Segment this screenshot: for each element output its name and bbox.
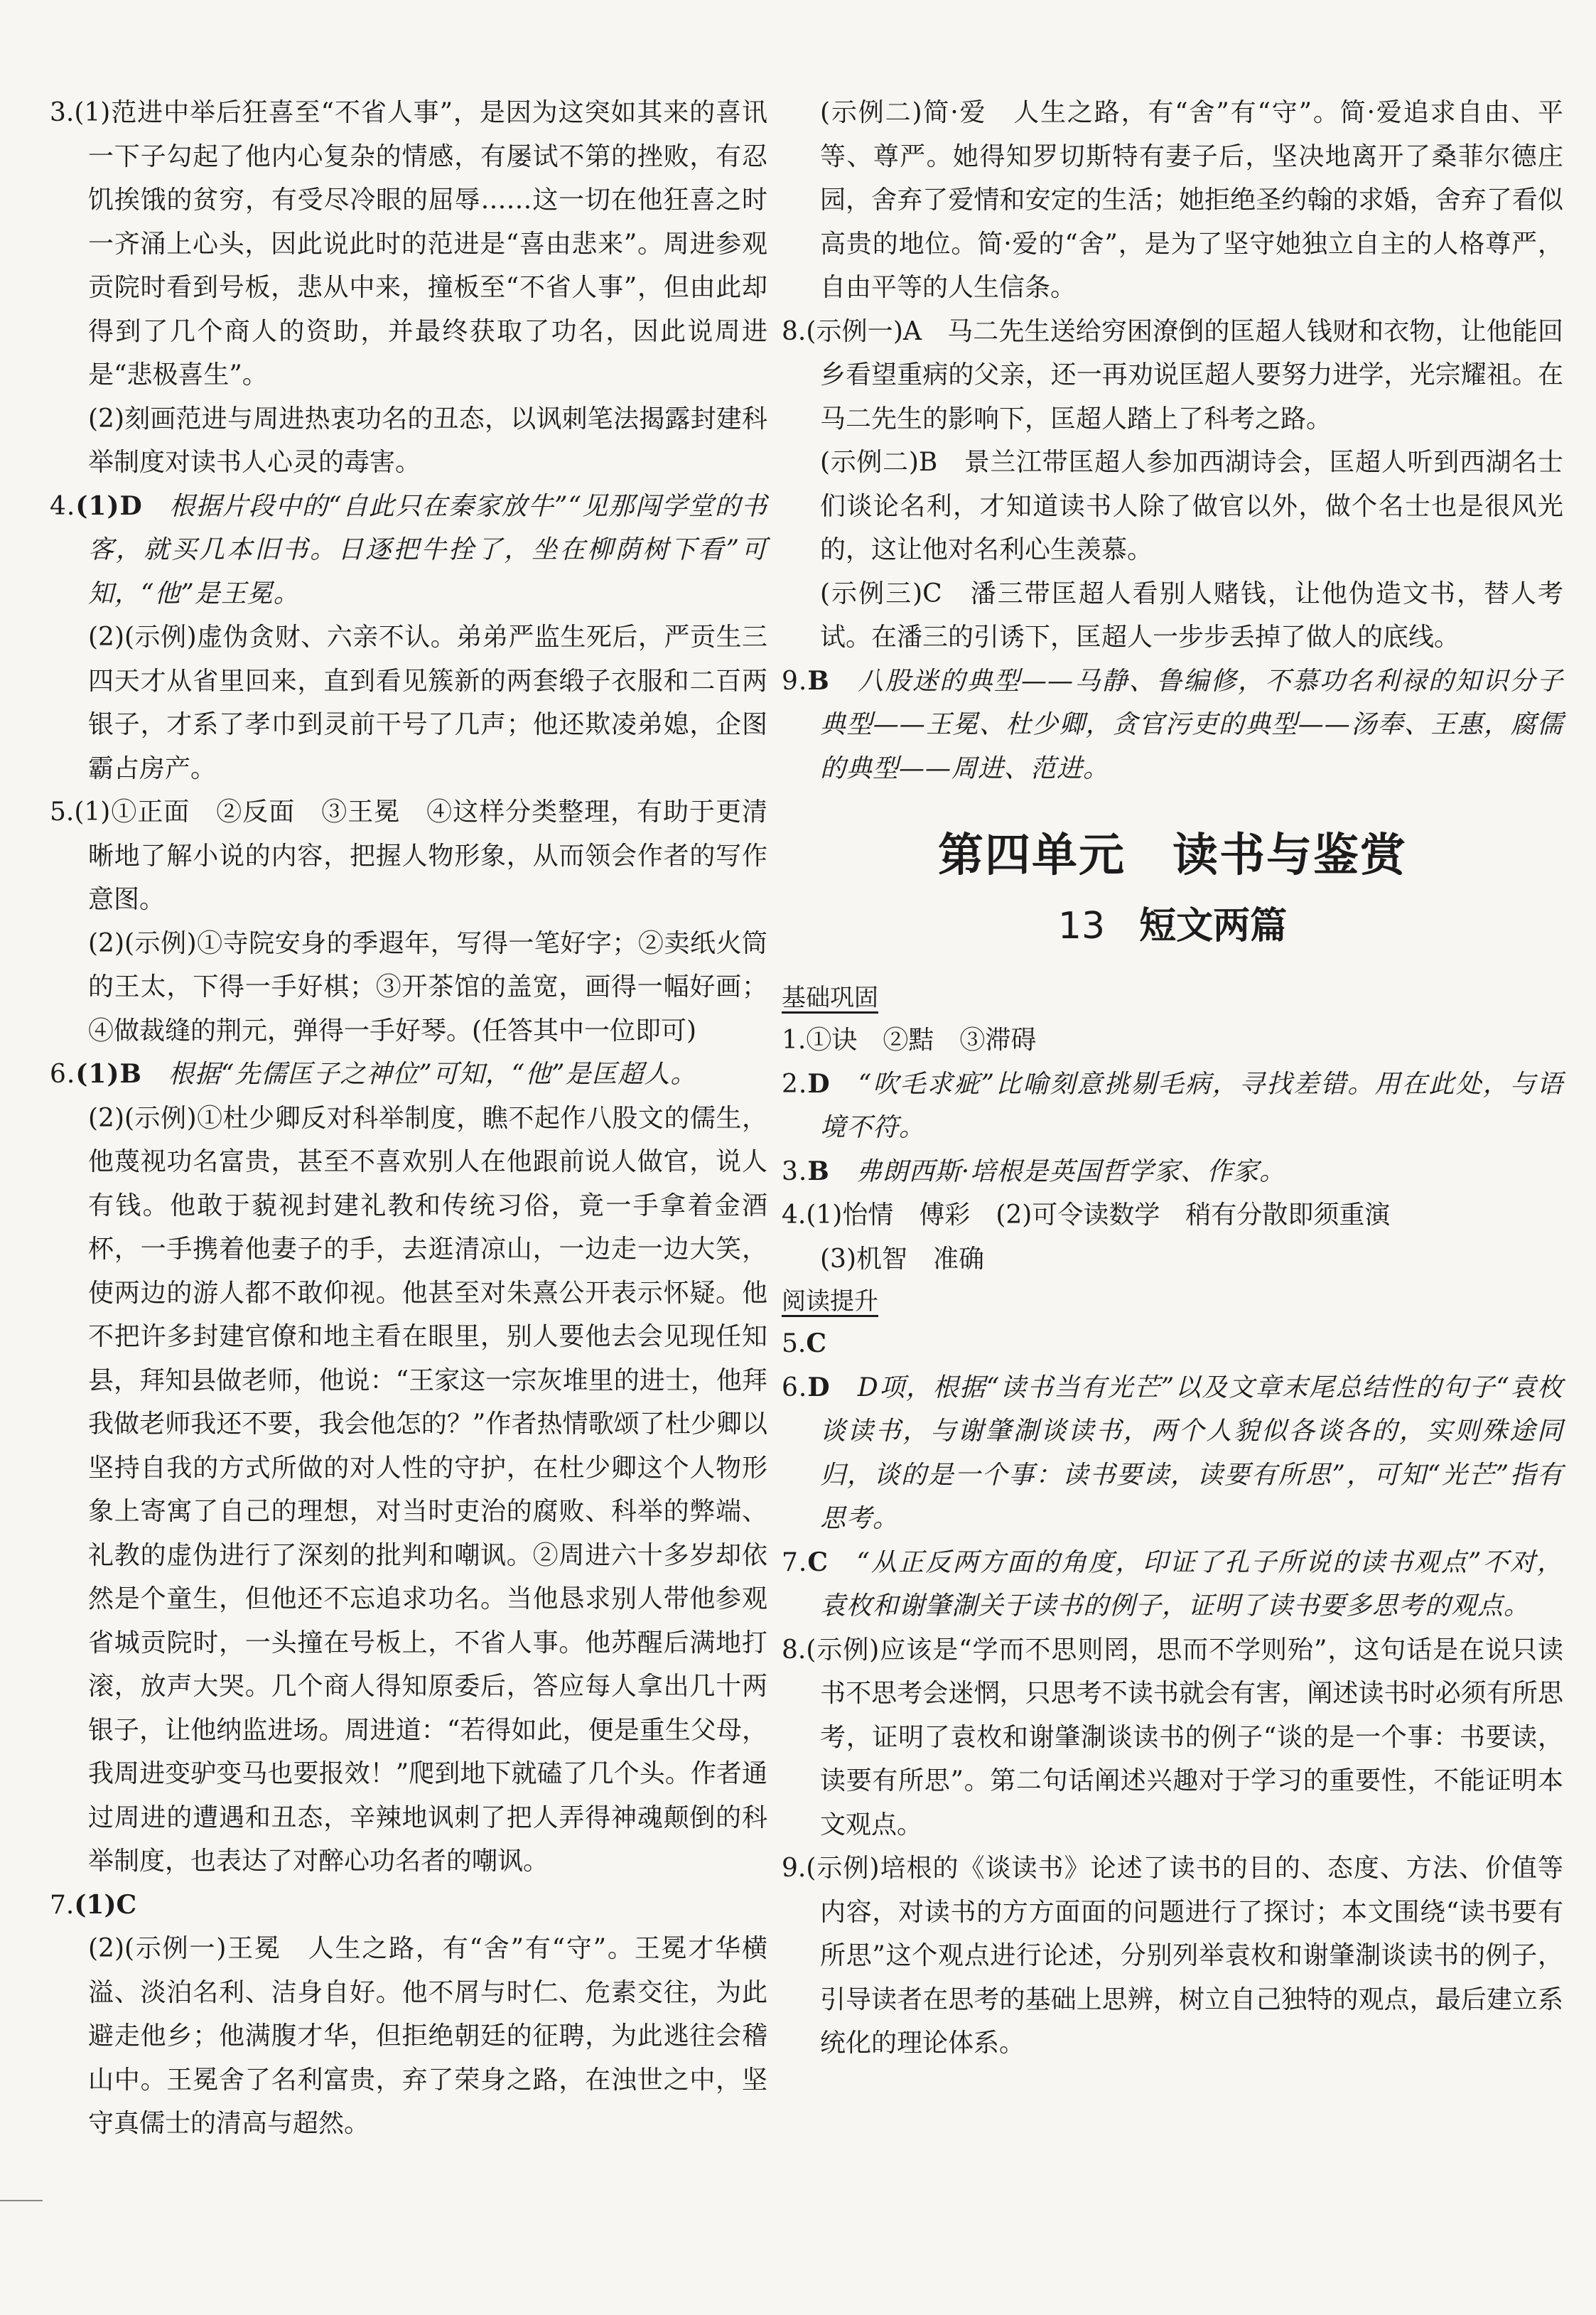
answer-paragraph xyxy=(782,91,1563,310)
answer-choice: C xyxy=(806,1328,827,1358)
answer-paragraph xyxy=(782,1237,1563,1282)
question-number: 6. xyxy=(782,1373,808,1402)
answer-paragraph xyxy=(50,1097,767,1884)
right-mid-answers xyxy=(782,1019,1563,1281)
answer-text: (示例三)C 潘三带匡超人看别人赌钱，让他伪造文书，替人考试。在潘三的引诱下，匡超人一步步丢掉了做人的底线。 xyxy=(820,579,1563,652)
answer-paragraph xyxy=(782,441,1563,572)
answer-text: (示例)培根的《谈读书》论述了读书的目的、态度、方法、价值等内容，对读书的方方面面的问题进行了探讨；本文围绕“读书要有所思”这个观点进行论述，分别列举袁枚和谢肇淛谈读书的例子，引导读者在思考的基础上思辨，树立自己独特的观点，最后建立系统化的理论体系。 xyxy=(806,1854,1563,2058)
answer-paragraph xyxy=(782,1063,1563,1150)
answer-choice: (1)B xyxy=(75,1059,142,1089)
question-number: 3. xyxy=(50,98,75,127)
question-number: 2. xyxy=(782,1069,808,1099)
lesson-name: 短文两篇 xyxy=(1139,905,1288,947)
answer-text: (示例)应该是“学而不思则罔，思而不学则殆”，这句话是在说只读书不思考会迷惘，只思考不读书就会有害，阐述读书时必须有所思考，证明了袁枚和谢肇淛谈读书的例子“谈的是一个事：书要读，读要有所思”。第二句话阐述兴趣对于学习的重要性，不能证明本文观点。 xyxy=(806,1635,1563,1839)
answer-choice: B xyxy=(807,1156,830,1186)
answer-text: (2)(示例)①寺院安身的季遐年，写得一笔好字；②卖纸火筒的王太，下得一手好棋；③开茶馆的盖宽，画得一幅好画；④做裁缝的荆元，弹得一手好琴。(任答其中一位即可) xyxy=(88,928,767,1046)
answer-choice: D xyxy=(807,1372,831,1402)
answer-text: 根据片段中的“自此只在秦家放牛”“见那闯学堂的书客，就买几本旧书。日逐把牛拴了，坐在柳荫树下看”可知，“他”是王冕。 xyxy=(88,491,767,608)
answer-text: (1)怡情 傅彩 (2)可令读数学 稍有分散即须重演 xyxy=(806,1201,1391,1230)
question-number: 4. xyxy=(782,1201,807,1230)
answer-choice: D xyxy=(807,1068,831,1099)
answer-text: (1)①正面 ②反面 ③王冕 ④这样分类整理，有助于更清晰地了解小说的内容，把握人物形象，从而领会作者的写作意图。 xyxy=(74,797,767,914)
answer-text: ①诀 ②黠 ③滞碍 xyxy=(806,1026,1037,1055)
section-heading-basic: 基础巩固 xyxy=(782,984,878,1012)
answer-paragraph xyxy=(782,1541,1563,1628)
answer-text: (2)(示例一)王冕 人生之路，有“舍”有“守”。王冕才华横溢、淡泊名利、洁身自好。他不屑与时仁、危素交往，为此避走他乡；他满腹才华，但拒绝朝廷的征聘，为此逃往会稽山中。王冕舍了名利富贵，弃了荣身之路，在浊世之中，坚守真儒士的清高与超然。 xyxy=(88,1934,767,2138)
answer-paragraph xyxy=(782,1366,1563,1541)
section-heading-reading: 阅读提升 xyxy=(782,1287,878,1316)
answer-text: (2)刻画范进与周进热衷功名的丑态，以讽刺笔法揭露封建科举制度对读书人心灵的毒害。 xyxy=(88,404,767,477)
question-number: 9. xyxy=(782,666,808,696)
lesson-number: 13 xyxy=(1057,905,1106,947)
answer-paragraph xyxy=(782,1019,1563,1063)
left-column xyxy=(50,91,767,2146)
question-number: 3. xyxy=(782,1156,808,1186)
question-number: 8. xyxy=(782,316,807,346)
answer-text: (示例一)A 马二先生送给穷困潦倒的匡超人钱财和衣物，让他能回乡看望重病的父亲，还一再劝说匡超人要努力进学，光宗耀祖。在马二先生的影响下，匡超人踏上了科考之路。 xyxy=(806,316,1563,434)
unit-title: 第四单元 读书与鉴赏 xyxy=(938,829,1407,882)
question-number: 5. xyxy=(782,1329,807,1358)
answer-paragraph xyxy=(782,1193,1563,1237)
answer-paragraph xyxy=(50,1884,767,1928)
answer-paragraph xyxy=(782,1628,1563,1847)
left-answers xyxy=(50,91,767,2146)
answer-text: (1)范进中举后狂喜至“不省人事”，是因为这突如其来的喜讯一下子勾起了他内心复杂的情感，有屡试不第的挫败，有忍饥挨饿的贫穷，有受尽冷眼的屈辱……这一切在他狂喜之时一齐涌上心头，因此说此时的范进是“喜由悲来”。周进参观贡院时看到号板，悲从中来，撞板至“不省人事”，但由此却得到了几个商人的资助，并最终获取了功名，因此说周进是“悲极喜生”。 xyxy=(74,98,767,390)
answer-paragraph xyxy=(50,397,767,485)
answer-paragraph xyxy=(50,91,767,397)
answer-text: “从正反两方面的角度，印证了孔子所说的读书观点”不对，袁枚和谢肇淛关于读书的例子，证明了读书要多思考的观点。 xyxy=(820,1547,1563,1621)
footer-rule xyxy=(0,2200,43,2201)
right-column xyxy=(782,91,1563,2066)
answer-text: (示例二)简·爱 人生之路，有“舍”有“守”。简·爱追求自由、平等、尊严。她得知罗切斯特有妻子后，坚决地离开了桑菲尔德庄园，舍弃了爱情和安定的生活；她拒绝圣约翰的求婚，舍弃了看似高贵的地位。简·爱的“舍”，是为了坚守她独立自主的人格尊严，自由平等的人生信条。 xyxy=(820,98,1563,302)
question-number: 1. xyxy=(782,1026,807,1055)
answer-text: 根据“先儒匡子之神位”可知，“他”是匡超人。 xyxy=(141,1060,697,1089)
answer-text: (示例二)B 景兰江带匡超人参加西湖诗会，匡超人听到西湖名士们谈论名利，才知道读书人除了做官以外，做个名士也是很风光的，这让他对名利心生羡慕。 xyxy=(820,448,1563,564)
answer-text: (3)机智 准确 xyxy=(820,1244,984,1274)
lesson-title xyxy=(782,896,1563,949)
answer-paragraph xyxy=(782,1322,1563,1366)
answer-paragraph xyxy=(782,572,1563,660)
question-number: 6. xyxy=(50,1060,76,1089)
answer-text: (2)(示例)①杜少卿反对科举制度，瞧不起作八股文的儒生，他蔑视功名富贵，甚至不喜欢别人在他跟前说人做官，说人有钱。他敢于藐视封建礼教和传统习俗，竟一手拿着金酒杯，一手携着他妻子的手，去逛清凉山，一边走一边大笑，使两边的游人都不敢仰视。他甚至对朱熹公开表示怀疑。他不把许多封建官僚和地主看在眼里，别人要他去会见现任知县，拜知县做老师，他说：“王家这一宗灰堆里的进士，他拜我做老师我还不要，我会他怎的？”作者热情歌颂了杜少卿以坚持自我的方式所做的对人性的守护，在杜少卿这个人物形象上寄寓了自己的理想，对当时吏治的腐败、科举的弊端、礼教的虚伪进行了深刻的批判和嘲讽。②周进六十多岁却依然是个童生，但他还不忘追求功名。当他恳求别人带他参观省城贡院时，一头撞在号板上，不省人事。他苏醒后满地打滚，放声大哭。几个商人得知原委后，答应每人拿出几十两银子，让他纳监进场。周进道：“若得如此，便是重生父母，我周进变驴变马也要报效！”爬到地下就磕了几个头。作者通过周进的遭遇和丑态，辛辣地讽刺了把人弄得神魂颠倒的科举制度，也表达了对醉心功名者的嘲讽。 xyxy=(88,1103,767,1876)
answer-paragraph xyxy=(50,1053,767,1097)
answer-text: 弗朗西斯·培根是英国哲学家、作家。 xyxy=(829,1156,1286,1186)
question-number: 8. xyxy=(782,1635,807,1665)
answer-text: D项，根据“读书当有光芒”以及文章末尾总结性的句子“袁枚谈读书，与谢肇淛谈读书，两个人貌似各谈各的，实则殊途同归，谈的是一个事：读书要读，读要有所思”，可知“光芒”指有思考。 xyxy=(820,1373,1563,1533)
right-top-answers xyxy=(782,91,1563,790)
answer-choice: B xyxy=(807,665,830,696)
question-number: 5. xyxy=(50,797,75,827)
question-number: 4. xyxy=(50,491,76,521)
answer-paragraph xyxy=(782,1847,1563,2066)
answer-choice: (1)D xyxy=(75,490,143,521)
question-number: 7. xyxy=(782,1547,808,1577)
answer-text: 八股迷的典型——马静、鲁编修，不慕功名利禄的知识分子典型——王冕、杜少卿，贪官污吏的典型——汤奉、王惠，腐儒的典型——周进、范进。 xyxy=(820,666,1563,783)
answer-paragraph xyxy=(50,922,767,1053)
question-number: 9. xyxy=(782,1854,807,1883)
answer-paragraph xyxy=(50,1927,767,2146)
question-number: 7. xyxy=(50,1890,75,1920)
answer-text: (2)(示例)虚伪贪财、六亲不认。弟弟严监生死后，严贡生三四天才从省里回来，直到看见簇新的两套缎子衣服和二百两银子，才系了孝巾到灵前干号了几声；他还欺凌弟媳，企图霸占房产。 xyxy=(88,623,767,783)
right-bottom-answers xyxy=(782,1322,1563,2066)
answer-paragraph xyxy=(50,616,767,790)
answer-paragraph xyxy=(782,1150,1563,1194)
answer-text: “吹毛求疵”比喻刻意挑剔毛病，寻找差错。用在此处，与语境不符。 xyxy=(820,1069,1563,1142)
answer-choice: C xyxy=(807,1547,829,1577)
answer-paragraph xyxy=(50,790,767,922)
answer-choice: (1)C xyxy=(74,1889,137,1920)
answer-paragraph xyxy=(782,660,1563,791)
answer-paragraph xyxy=(50,485,767,616)
answer-paragraph xyxy=(782,310,1563,441)
